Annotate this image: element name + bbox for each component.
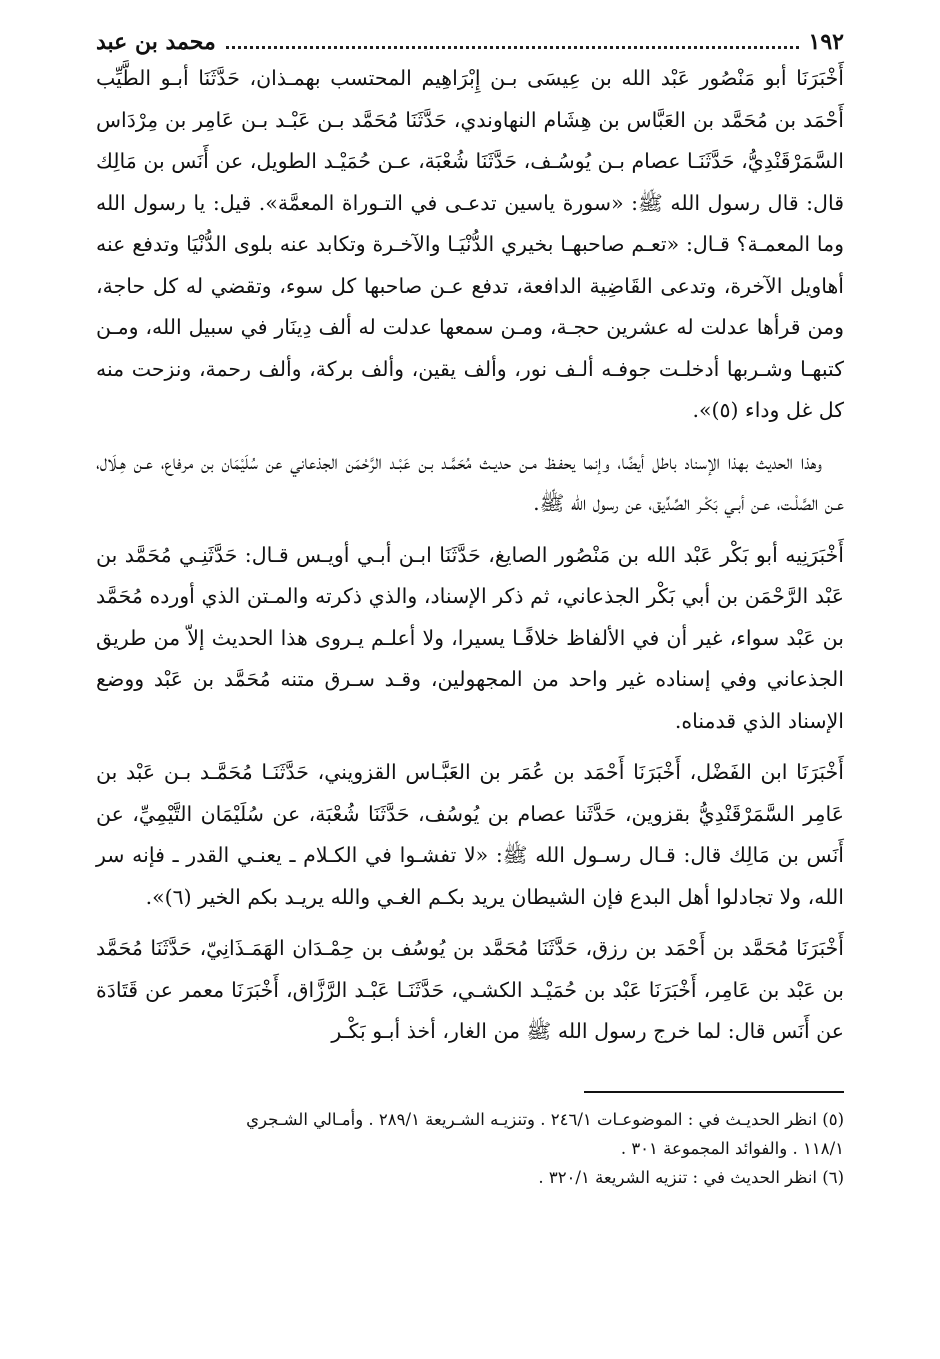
running-title: محمد بن عبد: [96, 29, 216, 55]
paragraph-3: أَخْبَرَنِيه أبو بَكْر عَبْد الله بن مَنْصُور الصايغ، حَدَّثَنَا ابـن أبـي أويـس قـال: حَدَّثَنِـي مُحَمَّد بن عَبْد الرَّحْمَن بن أبي بَكْر الجذعاني، ثم ذكر الإسناد، والذي ذكرته والمـتن الذي أورده مُحَمَّد بن عَبْد سواء، غير أن في الألفاظ خلافًـا يسيرا، ولا أعلـم يـروى هذا الحديث إلاّ من طريق الجذعاني وفي إسناده غير واحد من المجهولين، وقـد سـرق متنه مُحَمَّد بن عَبْد ووضع الإسناد الذي قدمناه.: [96, 542, 844, 733]
footnote-5-line-2: ١١٨/١ . والفوائد المجموعة ٣٠١ .: [620, 1138, 844, 1158]
footnote-5-line-1: (٥) انظر الحديـث في : الموضوعـات ٢٤٦/١ . وتنزيـه الشـريعة ٢٨٩/١ . وأمـالي الشـجري: [246, 1109, 844, 1129]
page-header: [96, 26, 844, 58]
footnote-6: (٦) انظر الحديث في : تنزيه الشريعة ٣٢٠/١ .: [538, 1167, 844, 1187]
paragraph-1: أَخْبَرَنَا أبو مَنْصُور عَبْد الله بن عِيسَى بـن إِبْرَاهِيم المحتسب بهمـذان، حَدَّثَنَا أبـو الطَّيِّب أَحْمَد بن مُحَمَّد بن العَبَّاس بن هِشَام النهاوندي، حَدَّثَنَا مُحَمَّد بـن عَبْـد بـن عَامِر بن مِرْدَاس السَّمَرْقَنْدِيُّ، حَدَّثَنَـا عصام بـن يُوسُـف، حَدَّثَنَا شُعْبَة، عـن حُمَيْـد الطويل، عن أَنَس بن مَالِك قال: قال رسول الله ﷺ: «سورة ياسين تدعـى في التـوراة المعمَّة». قيل: يا رسول الله وما المعمـة؟ قـال: «تعـم صاحبهـا بخيري الدُّنْيَـا والآخـرة وتكابد عنه بلوى الدُّنْيَا وتدفع عنه أهاويل الآخرة، وتدعى القَاضِية الدافعة، تدفع عـن صاحبها كل سوء، وتقضي له كل حاجة، ومن قرأها عدلت له عشرين حجـة، ومـن سمعها عدلت له ألف دِينَار في سبيل الله، ومـن كتبهـا وشـربها أدخلـت جوفـه ألـف نور، وألف يقين، وألف بركة، وألف رحمة، ونزحت منه كل غل وداء (٥)».: [96, 66, 844, 422]
footnotes: [96, 1105, 844, 1192]
main-text: [96, 58, 844, 1053]
page-number: ١٩٢: [808, 29, 844, 55]
paragraph-2: وهذا الحديث بهذا الإسناد باطل أيضًا، وإنما يحفـظ مـن حديـث مُحَمَّـد بـن عَبْـد الرَّحْمَن الجذعاني عن سُلَيْمَان بن مرفاع، عـن هِـلَال، عـن الصَّلْـت، عـن أبـي بَكْـر الصِّدِّيق، عن رسول الله ﷺ.: [96, 449, 844, 515]
paragraph-5: أَخْبَرَنَا مُحَمَّد بن أَحْمَد بن رزق، حَدَّثَنَا مُحَمَّد بن يُوسُف بن حِمْـدَان الهَمَـذَانِيّ، حَدَّثَنَا مُحَمَّد بن عَبْد بن عَامِر، أَخْبَرَنَا عَبْد بن حُمَيْـد الكشـي، حَدَّثَنَـا عَبْـد الرَّزَّاق، أَخْبَرَنَا معمر عن قَتَادَة عن أَنَس قال: لما خرج رسول الله ﷺ من الغار، أخذ أبـو بَكْـر: [96, 936, 844, 1043]
header-dotted-leader: [226, 46, 799, 49]
footnote-separator: [584, 1091, 844, 1093]
paragraph-4: أَخْبَرَنَا ابن الفَضْل، أَخْبَرَنَا أَحْمَد بن عُمَر بن العَبَّـاس القزويني، حَدَّثَنَـا مُحَمَّـد بـن عَبْد بن عَامِر السَّمَرْقَنْدِيُّ بقزوين، حَدَّثَنا عصام بن يُوسُف، حَدَّثَنَا شُعْبَة، عن سُلَيْمَان التَّيْمِيِّ، عن أَنَس بن مَالِك قال: قـال رسـول الله ﷺ: «لا تفشـوا في الكـلام ـ يعنـي القدر ـ فإنه سر الله، ولا تجادلوا أهل البدع فإن الشيطان يريد بكـم الغـي والله يريـد بكم الخير (٦)».: [96, 760, 844, 909]
